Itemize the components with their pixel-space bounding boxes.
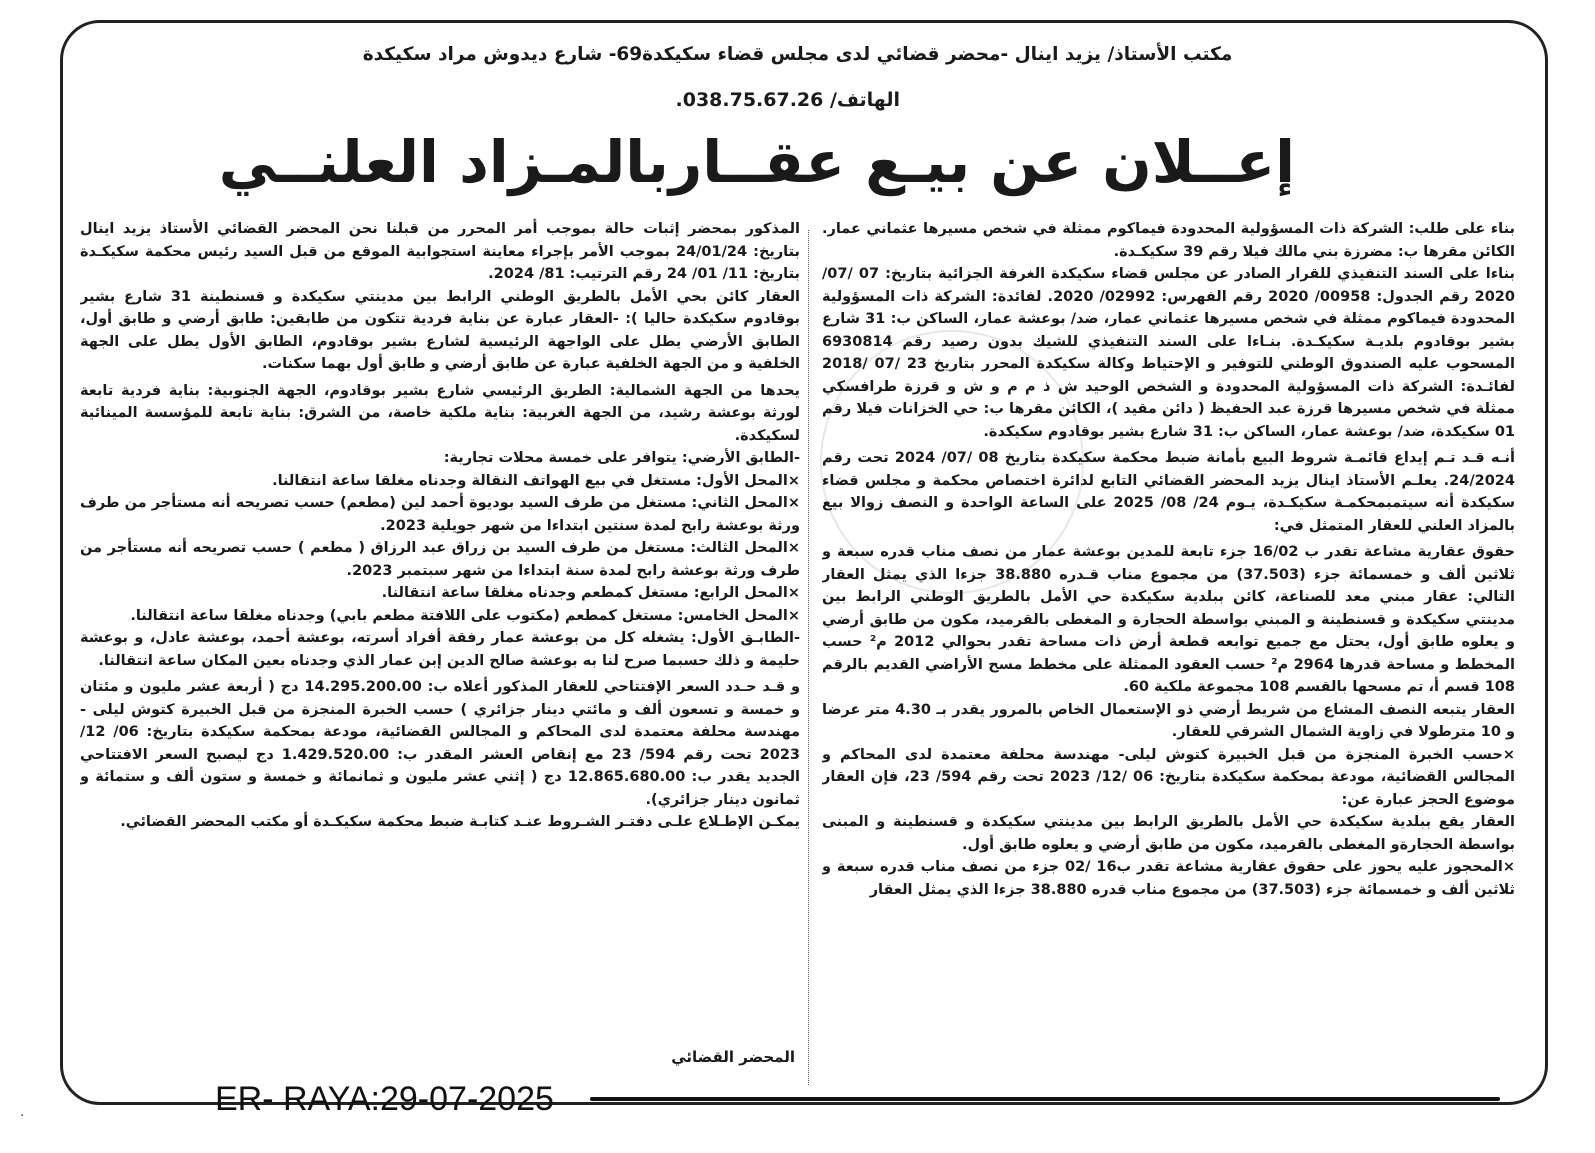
paragraph: العقار يتبعه النصف المشاع من شريط أرضي ذو الإستعمال الخاص بالمرور يقدر بـ 4.30 متر عرضا و 10 مترطولا في زاوية الشمال الشرقي للعقار. (822, 701, 1515, 740)
column-divider (808, 230, 809, 1085)
paragraph: العقار يقع ببلدية سكيكدة حي الأمل بالطريق الرابط بين مدينتي سكيكدة و قسنطينة و المبنى بواسطة الحجارةو المغطى بالقرميد، مكون من طابق أرضي و يعلوه طابق أول. (822, 814, 1515, 853)
paragraph: ×المحل الأول: مستغل في بيع الهواتف النقالة وجدناه مغلقا ساعة انتقالنا. (272, 472, 800, 489)
paragraph: ×المحجوز عليه يحوز على حقوق عقارية مشاعة تقدر ب16 /02 جزء من نصف مناب قدره سبعة و ثلاثين ألف و خمسمائة جزء (37.503) من مجموع مناب قدره 38.880 جزءا الذي يمثل العقار (822, 859, 1515, 898)
corner-dot-mark: · (20, 1108, 25, 1124)
paragraph: يحدها من الجهة الشمالية: الطريق الرئيسي شارع بشير بوقادوم، الجهة الجنوبية: بناية فردية تابعة لورثة بوعشة رشيد، من الجهة الغربية: بناية ملكية خاصة، من الشرق: بناية تابعة للمؤسسة المينائية لسكيكدة. (80, 382, 800, 444)
paragraph: العقار كائن بحي الأمل بالطريق الوطني الرابط بين مدينتي سكيكدة و قسنطينة 31 شارع بشير بوقادوم سكيكدة حاليا ): -العقار عبارة عن بناية فردية تتكون من طابقين: طابق أرضي و طابق أول، الطابق الأرضي يطل على الواجهة الرئيسية لشارع بشير بوقادوم، الطابق الأول يطل على الجهة الخلفية و من الجهة الخلفية عبارة عن طابق أرضي و طابق أول بهما سكنات. (80, 288, 800, 372)
right-column (822, 218, 1515, 1073)
paragraph: ×المحل الثالث: مستغل من طرف السيد بن زراق عبد الرزاق ( مطعم ) حسب تصريحه أنه مستأجر من طرف ورثة بوعشة رابح لمدة سنة ابتداءا من شهر سبتمبر 2023. (80, 540, 800, 579)
paragraph: ×المحل الخامس: مستغل كمطعم (مكتوب على اللافتة مطعم بابي) وجدناه مغلقا ساعة انتقالنا. (130, 607, 800, 624)
paragraph: ×المحل الرابع: مستغل كمطعم وجدناه مغلقا ساعة انتقالنا. (381, 585, 800, 601)
paragraph: أنـه قـد تـم إيداع قائمـة شروط البيع بأمانة ضبط محكمة سكيكدة بتاريخ 08 /07/ 2024 تحت رقم 24/2024. يعلـم الأستاذ اينال يزيد المحضر القضائي التابع لدائرة اختصاص محكمة و مجلس قضاء سكيكدة أنه سيتمبمحكمـة سكيكـدة، يـوم 24/ 08/ 2025 على الساعة الواحدة و النصف زوالا بيع بالمزاد العلني للعقار المتمثل في: (822, 450, 1515, 534)
paragraph: بناء على طلب: الشركة ذات المسؤولية المحدودة فيماكوم ممثلة في شخص مسيرها عثماني عمار. الكائن مقرها ب: مضرزة بني مالك فيلا رقم 39 سكيكـدة. (822, 221, 1515, 260)
office-phone: الهاتف/ 038.75.67.26. (675, 89, 900, 111)
paragraph: حقوق عقارية مشاعة تقدر ب 16/02 جزء تابعة للمدين بوعشة عمار من نصف مناب قدره سبعة و ثلاثين ألف و خمسمائة جزء (37.503) من مجموع مناب قـدره 38.880 جزءا الذي يمثل العقار التالي: عقار مبني معد للصناعة، كائن ببلدية سكيكدة حي الأمل بالطريق الوطني الرابط بين مدينتي سكيكدة و قسنطينة و المبني بواسطة الحجارة و المغطى بالقرميد، مكون من طابق أرضي و يعلوه طابق أول، يحتل مع جميع توابعه قطعة أرض ذات مساحة تقدر بحوالي 2012 م² حسب المخطط و مساحة قدرها 2964 م² حسب العقود الممثلة على مخطط مسح الأراضي القديم بالرقم 108 قسم أ، تم مسحها بالقسم 108 مجموعة ملكية 60. (822, 544, 1515, 695)
paragraph: يمكـن الإطـلاع علـى دفتـر الشـروط عنـد كتابـة ضبط محكمة سكيكـدة أو مكتب المحضر القضائي. (120, 814, 800, 830)
notice-title: إعــلان عن بيـع عقــاربالمـزاد العلنــي (218, 128, 1295, 196)
paragraph: -الطابـق الأول: يشغله كل من بوعشة عمار رفقة أفراد أسرته، بوعشة أحمد، بوعشة عادل، و بوعشة حليمة و ذلك حسبما صرح لنا به بوعشة صالح الدين إبن عمار الذي وجدناه بعين المكان ساعة انتقالنا. (80, 630, 800, 669)
bailiff-signature: المحضر القضائي (671, 1048, 795, 1066)
paragraph: و قـد حـدد السعر الإفتتاحي للعقار المذكور أعلاه ب: 14.295.200.00 دج ( أربعة عشر مليون و مئتان و خمسة و تسعون ألف و مائتي دينار جزائري ) حسب الخبرة المنجزة من قبل الخبيرة كتوش ليلى - مهندسة محلفة معتمدة لدى المحاكم و المجالس القضائية، مودعة بمحكمة سكيكدة بتاريخ: 06/ 12/ 2023 تحت رقم 594/ 23 مع إنقاص العشر المقدر ب: 1.429.520.00 دج ليصبح السعر الافتتاحي الجديد يقدر ب: 12.865.680.00 دج ( إثني عشر مليون و ثمانمائة و خمسة و ستون ألف و ستمائة و ثمانون دينار جزائري). (80, 679, 800, 808)
paragraph: ×المحل الثاني: مستغل من طرف السيد بوديوة أحمد لين (مطعم) حسب تصريحه أنه مستأجر من طرف ورثة بوعشة رابح لمدة سنتين ابتداءا من شهر جويلية 2023. (80, 495, 800, 534)
office-header: مكتب الأستاذ/ يزيد اينال -محضر قضائي لدى مجلس قضاء سكيكدة69- شارع ديدوش مراد سكيكدة (362, 44, 1233, 65)
publication-stamp: ER- RAYA:29-07-2025 (215, 1080, 554, 1118)
paragraph: المذكور بمحضر إثبات حالة بموجب أمر المحرر من قبلنا نحن المحضر القضائي الأستاذ يزيد اينال بتاريخ: 24/01/24 بموجب الأمر بإجراء معاينة استجوابية الموقع من قبل السيد رئيس محكمة سكيكـدة بتاريخ: 11/ 01/ 24 رقم الترتيب: 81/ 2024. (80, 221, 800, 282)
paragraph: بناءا على السند التنفيذي للقرار الصادر عن مجلس قضاء سكيكدة الغرفة الجزائية بتاريخ: 07 /07/ 2020 رقم الجدول: 00958/ 2020 رقم الفهرس: 02992/ 2020. لفائدة: الشركة ذات المسؤولية المحدودة فيماكوم ممثلة في شخص مسيرها عثماني عمار، ضد/ بوعشة عمار، الساكن ب: 31 شارع بشير بوقادوم بلديـة سكيكـدة. بنـاءا على السند التنفيذي للشيك بدون رصيد رقم 6930814 المسحوب عليه الصندوق الوطني للتوفير و الإحتياط وكالة سكيكدة المحرر بتاريخ 23 /07 /2018 لفائـدة: الشركة ذات المسؤولية المحدودة و الشخص الوحيد ش ذ م م و ش و قرزة طرافسكي ممثلة في شخص مسيرها قرزة عبد الحفيظ ( دائن مقيد )، الكائن مقرها ب: حي الخزانات فيلا رقم 01 سكيكدة، ضد/ بوعشة عمار، الساكن ب: 31 شارع بشير بوقادوم سكيكدة. (822, 266, 1515, 440)
paragraph: -الطابق الأرضي: يتوافر على خمسة محلات تجارية: (443, 450, 800, 466)
paragraph: ×حسب الخبرة المنجزة من قبل الخبيرة كتوش ليلى- مهندسة محلفة معتمدة لدى المحاكم و المجالس القضائية، مودعة بمحكمة سكيكدة بتاريخ: 06 /12/ 2023 تحت رقم 594/ 23، فإن العقار موضوع الحجز عبارة عن: (822, 746, 1515, 808)
left-column (80, 218, 800, 1038)
footer-rule (590, 1097, 1500, 1101)
